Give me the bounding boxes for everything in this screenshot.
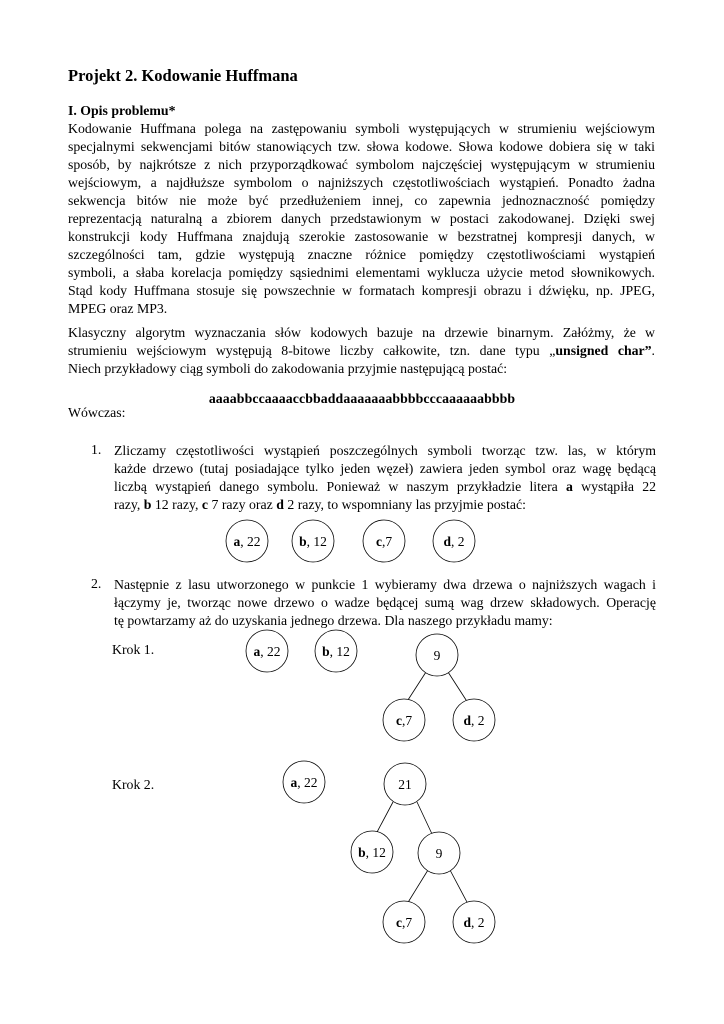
- node-label: a, 22: [253, 644, 281, 659]
- paragraph-line: reprezentacją naturalną a zbiorem danych przedstawionym w postaci zakodowanej. Dzięki swej: [68, 211, 655, 226]
- paragraph-line: Niech przykładowy ciąg symboli do zakodowania przyjmie następującą postać:: [68, 361, 508, 376]
- paragraph-line: szczególności tam, gdzie występują znaczne różnice pomiędzy częstotliwościami wystąpień: [68, 247, 655, 262]
- node-label: a, 22: [233, 534, 261, 549]
- node-label: c,7: [395, 915, 413, 930]
- tree-edge: [407, 870, 428, 904]
- node-label: 9: [433, 648, 441, 663]
- node-label: a, 22: [290, 775, 318, 790]
- symbol-sequence: aaaabbccaaaaccbbaddaaaaaaabbbbcccaaaaaabbbb: [208, 391, 516, 406]
- node-label: d, 2: [443, 534, 465, 549]
- list-item-number: 2.: [91, 576, 102, 591]
- node-label: b, 12: [299, 534, 327, 549]
- wowczas-label: Wówczas:: [68, 405, 126, 420]
- node-label: c,7: [395, 713, 413, 728]
- node-label: c,7: [375, 534, 393, 549]
- tree-edge: [417, 802, 432, 834]
- paragraph-line: sekwencja bitów nie może być przedłużeniem innej, co zapewnia jednoznaczność pomiędzy: [68, 193, 655, 208]
- paragraph-line: sposób, by najkrótsze z nich przyporządkować symbolom najczęściej występującym w strumieniu: [68, 157, 655, 172]
- node-label: b, 12: [322, 644, 350, 659]
- paragraph-line: MPEG oraz MP3.: [68, 301, 168, 316]
- paragraph-line: wejściowym, a najdłuższe symbolom o najniższych częstotliwościach wystąpień. Ponadto żadna: [68, 175, 655, 190]
- node-label: 21: [398, 777, 412, 792]
- paragraph-line: symboli, a słaba korelacja pomiędzy sąsiednimi elementami wyklucza użycie metod słownikowych.: [68, 265, 655, 280]
- node-label: b, 12: [358, 845, 386, 860]
- list-item-number: 1.: [91, 442, 102, 457]
- list-item-text: Zliczamy częstotliwości wystąpień poszczególnych symboli tworząc tzw. las, w którym każde drzewo (tutaj posiadające tylko jeden węzeł) zawiera jeden symbol oraz wagę będącą liczbą wystąpień danego symbolu. Ponieważ w naszym przykładzie litera a wystąpiła 22 razy, b 12 razy, c 7 razy oraz d 2 razy, to wspomniany las przyjmie postać:: [114, 443, 656, 512]
- paragraph-line: Kodowanie Huffmana polega na zastępowaniu symboli występujących w strumieniu wejściowym: [68, 121, 655, 136]
- tree-edge: [376, 802, 393, 834]
- step2-label: Krok 2.: [112, 777, 155, 792]
- document-title: Projekt 2. Kodowanie Huffmana: [68, 66, 298, 85]
- paragraph-line: specjalnymi sekwencjami bitów stanowiących tzw. słowa kodowe. Słowa kodowe dobiera się w taki: [68, 139, 655, 154]
- section-heading: I. Opis problemu*: [68, 103, 176, 118]
- paragraph-line: Klasyczny algorytm wyznaczania słów kodowych bazuje na drzewie binarnym. Załóżmy, że w: [68, 325, 655, 340]
- node-label: d, 2: [463, 915, 485, 930]
- tree-edge: [450, 870, 468, 904]
- node-label: 9: [435, 846, 443, 861]
- tree-edge: [406, 672, 426, 703]
- paragraph-line: strumieniu wejściowym występują 8-bitowe liczby całkowite, tzn. dane typu „unsigned char”.: [68, 343, 655, 358]
- list-item-text: Następnie z lasu utworzonego w punkcie 1 wybieramy dwa drzewa o najniższych wagach i łączymy je, tworząc nowe drzewo o wadze będącej sumą wag drzew składowych. Operację tę powtarzamy aż do uzyskania jednego drzewa. Dla naszego przykładu mamy:: [114, 577, 656, 628]
- type-name: unsigned char”: [555, 343, 652, 358]
- tree-edge: [448, 672, 468, 703]
- node-label: d, 2: [463, 713, 485, 728]
- paragraph-line: Stąd kody Huffmana stosuje się powszechnie w formatach kompresji obrazu i dźwięku, np. JPEG,: [68, 283, 655, 298]
- step1-label: Krok 1.: [112, 642, 155, 657]
- paragraph-line: konstrukcji kody Huffmana znajdują szerokie zastosowanie w bezstratnej kompresji danych, w: [68, 229, 655, 244]
